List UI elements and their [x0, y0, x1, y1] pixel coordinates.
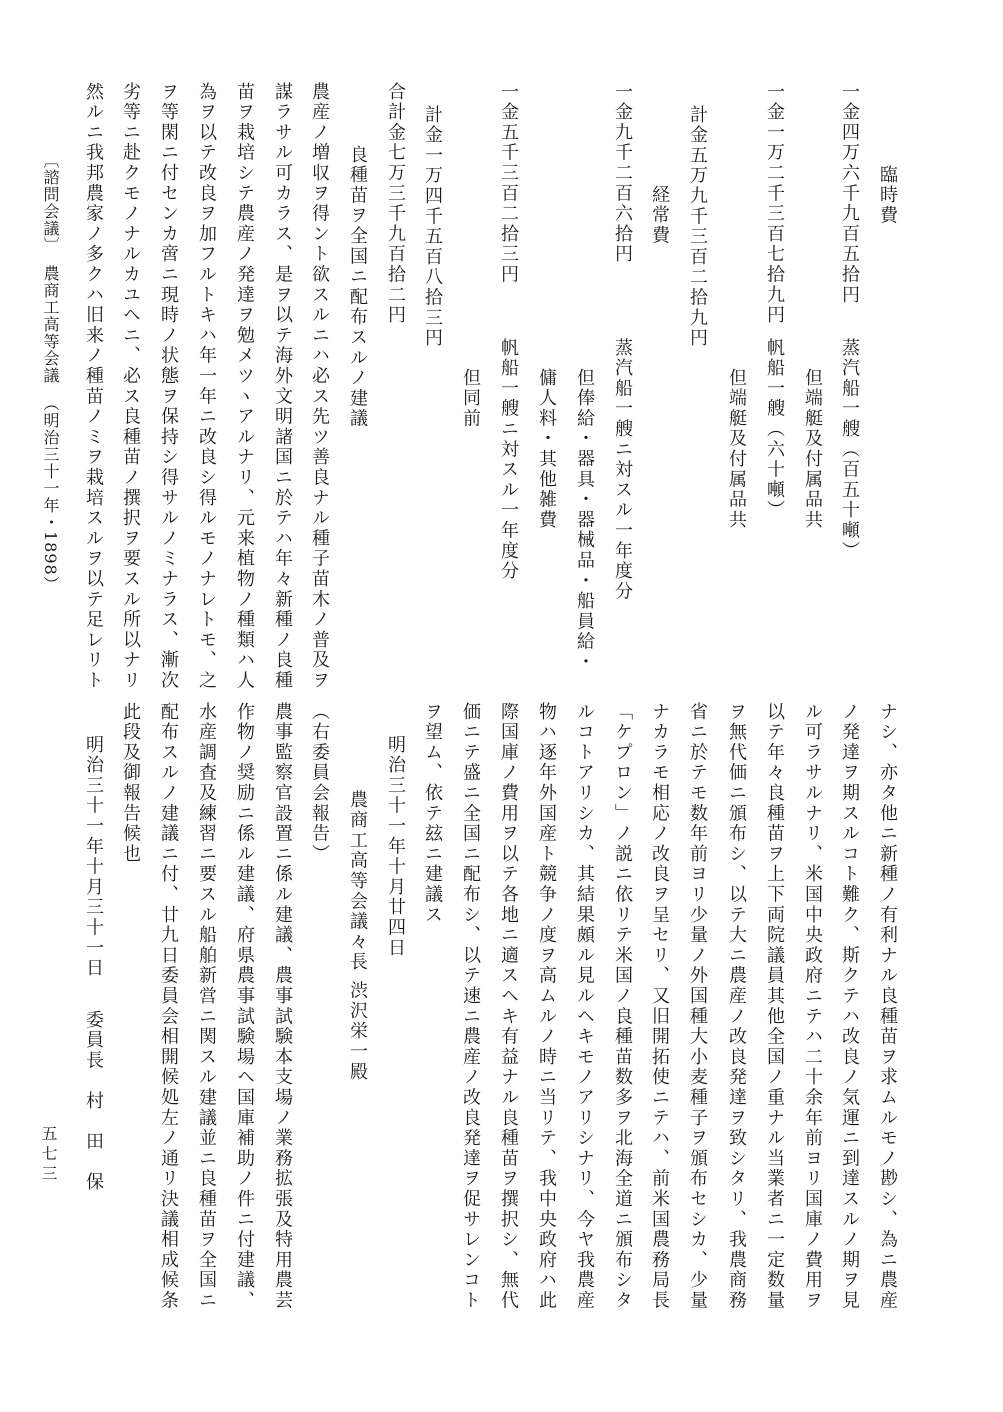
- body-line: 省ニ於テモ数年前ヨリ少量ノ外国種大小麦種子ヲ頒布セシカ、少量: [687, 702, 708, 1311]
- body-line: ヲ等閑ニ付センカ啻ニ現時ノ状態ヲ保持シ得サルノミナラス、漸次: [158, 82, 179, 691]
- body-line: ヲ望ム、依テ玆ニ建議ス: [422, 702, 443, 926]
- budget-item: 帆船一艘ニ対スル一年度分: [498, 338, 519, 582]
- body-line: ノ発達ヲ期スルコト難ク、斯クテハ改良ノ気運ニ到達スルノ期ヲ見: [839, 702, 860, 1311]
- body-line: ルコトアリシカ、其結果頗ル見ルヘキモノアリシナリ、今ヤ我農産: [574, 702, 595, 1311]
- budget-line: 一金五千三百二拾三円: [498, 82, 519, 285]
- heading-keijohi: 経常費: [649, 185, 670, 246]
- budget-line: 一金四万六千九百五拾円: [839, 82, 860, 306]
- body-line: 農産ノ増収ヲ得ント欲スルニハ必ス先ツ善良ナル種子苗木ノ普及ヲ: [309, 82, 330, 691]
- budget-note: 但端艇及付属品共: [802, 368, 823, 531]
- addressee-line: 農商工高等会議々長 渋沢栄一殿: [347, 790, 368, 1083]
- body-line: ナシ、亦タ他ニ新種ノ有利ナル良種苗ヲ求ムルモノ尠シ、為ニ農産: [877, 702, 898, 1311]
- budget-line: 一金一万二千三百七拾九円: [764, 82, 785, 326]
- body-line: ヲ無代価ニ頒布シ、以テ大ニ農産ノ改良発達ヲ致シタリ、我農商務: [726, 702, 747, 1311]
- body-line: 劣等ニ赴クモノナルカユヘニ、必ス良種苗ノ撰択ヲ要スル所以ナリ: [120, 82, 141, 691]
- heading-rinjihi: 臨時費: [877, 165, 898, 226]
- budget-item: 帆船一艘（六十噸）: [764, 338, 785, 521]
- body-line: 謀ラサル可カラス、是ヲ以テ海外文明諸国ニ於テハ年々新種ノ良種: [272, 82, 293, 691]
- budget-subtotal: 計金一万四千五百八拾三円: [422, 105, 443, 349]
- body-line: 配布スルノ建議ニ付、廿九日委員会相開候処左ノ通リ決議相成候条: [158, 702, 179, 1311]
- body-line: 苗ヲ栽培シテ農産ノ発達ヲ勉メツヽアルナリ、元来植物ノ種類ハ人: [234, 82, 255, 691]
- budget-note: 但同前: [460, 368, 481, 429]
- budget-note: 但俸給・器具・器械品・船員給・: [574, 368, 595, 673]
- body-line: ナカラモ相応ノ改良ヲ呈セリ、又旧開拓使ニテハ、前米国農務局長: [649, 702, 670, 1311]
- body-line: 以テ年々良種苗ヲ上下両院議員其他全国ノ重ナル当業者ニ一定数量: [764, 702, 785, 1311]
- budget-item: 蒸汽船一艘（百五十噸）: [839, 338, 860, 562]
- section-title: 良種苗ヲ全国ニ配布スルノ建議: [347, 145, 368, 430]
- body-line: 然ルニ我邦農家ノ多クハ旧来ノ種苗ノミヲ栽培スルヲ以テ足レリト: [83, 82, 104, 691]
- budget-note: 但端艇及付属品共: [726, 368, 747, 531]
- date-line: 明治三十一年十月廿四日: [385, 735, 406, 959]
- budget-subtotal: 計金五万九千三百二拾九円: [687, 105, 708, 349]
- body-line: 為ヲ以テ改良ヲ加フルトキハ年一年ニ改良シ得ルモノナレトモ、之: [196, 82, 217, 691]
- report-heading: （右委員会報告）: [309, 702, 330, 865]
- body-line: 作物ノ奨励ニ係ル建議、府県農事試験場ヘ国庫補助ノ件ニ付建議、: [234, 702, 255, 1311]
- body-line: 際国庫ノ費用ヲ以テ各地ニ適スヘキ有益ナル良種苗ヲ撰択シ、無代: [498, 702, 519, 1311]
- footer-series: 〔諮問会議〕: [41, 152, 60, 254]
- body-line: 水産調査及練習ニ要スル船舶新営ニ関スル建議並ニ良種苗ヲ全国ニ: [196, 702, 217, 1311]
- body-line: 物ハ逐年外国産ト競争ノ度ヲ高ムルノ時ニ当リテ、我中央政府ハ此: [536, 702, 557, 1311]
- body-line: 此段及御報告候也: [120, 702, 141, 865]
- footer-era: （明治三十一年・1898）: [41, 395, 60, 593]
- budget-item: 蒸汽船一艘ニ対スル一年度分: [612, 338, 633, 602]
- signature-line: 委員長 村 田 保: [83, 1010, 104, 1193]
- page-number: 五七三: [39, 1125, 58, 1185]
- date-line: 明治三十一年十月三十一日: [83, 735, 104, 979]
- budget-note: 傭人料・其他雑費: [536, 368, 557, 531]
- body-line: 価ニテ盛ニ全国ニ配布シ、以テ速ニ農産ノ改良発達ヲ促サレンコト: [460, 702, 481, 1311]
- body-line: 農事監察官設置ニ係ル建議、農事試験本支場ノ業務拡張及特用農芸: [272, 702, 293, 1311]
- budget-total: 合計金七万三千九百拾二円: [385, 82, 406, 326]
- body-line: 「ケプロン」ノ説ニ依リテ米国ノ良種苗数多ヲ北海全道ニ頒布シタ: [612, 702, 633, 1311]
- body-line: ル可ラサルナリ、米国中央政府ニテハ二十余年前ヨリ国庫ノ費用ヲ: [802, 702, 823, 1311]
- footer-title: 農商工高等会議: [41, 265, 60, 384]
- budget-line: 一金九千二百六拾円: [612, 82, 633, 265]
